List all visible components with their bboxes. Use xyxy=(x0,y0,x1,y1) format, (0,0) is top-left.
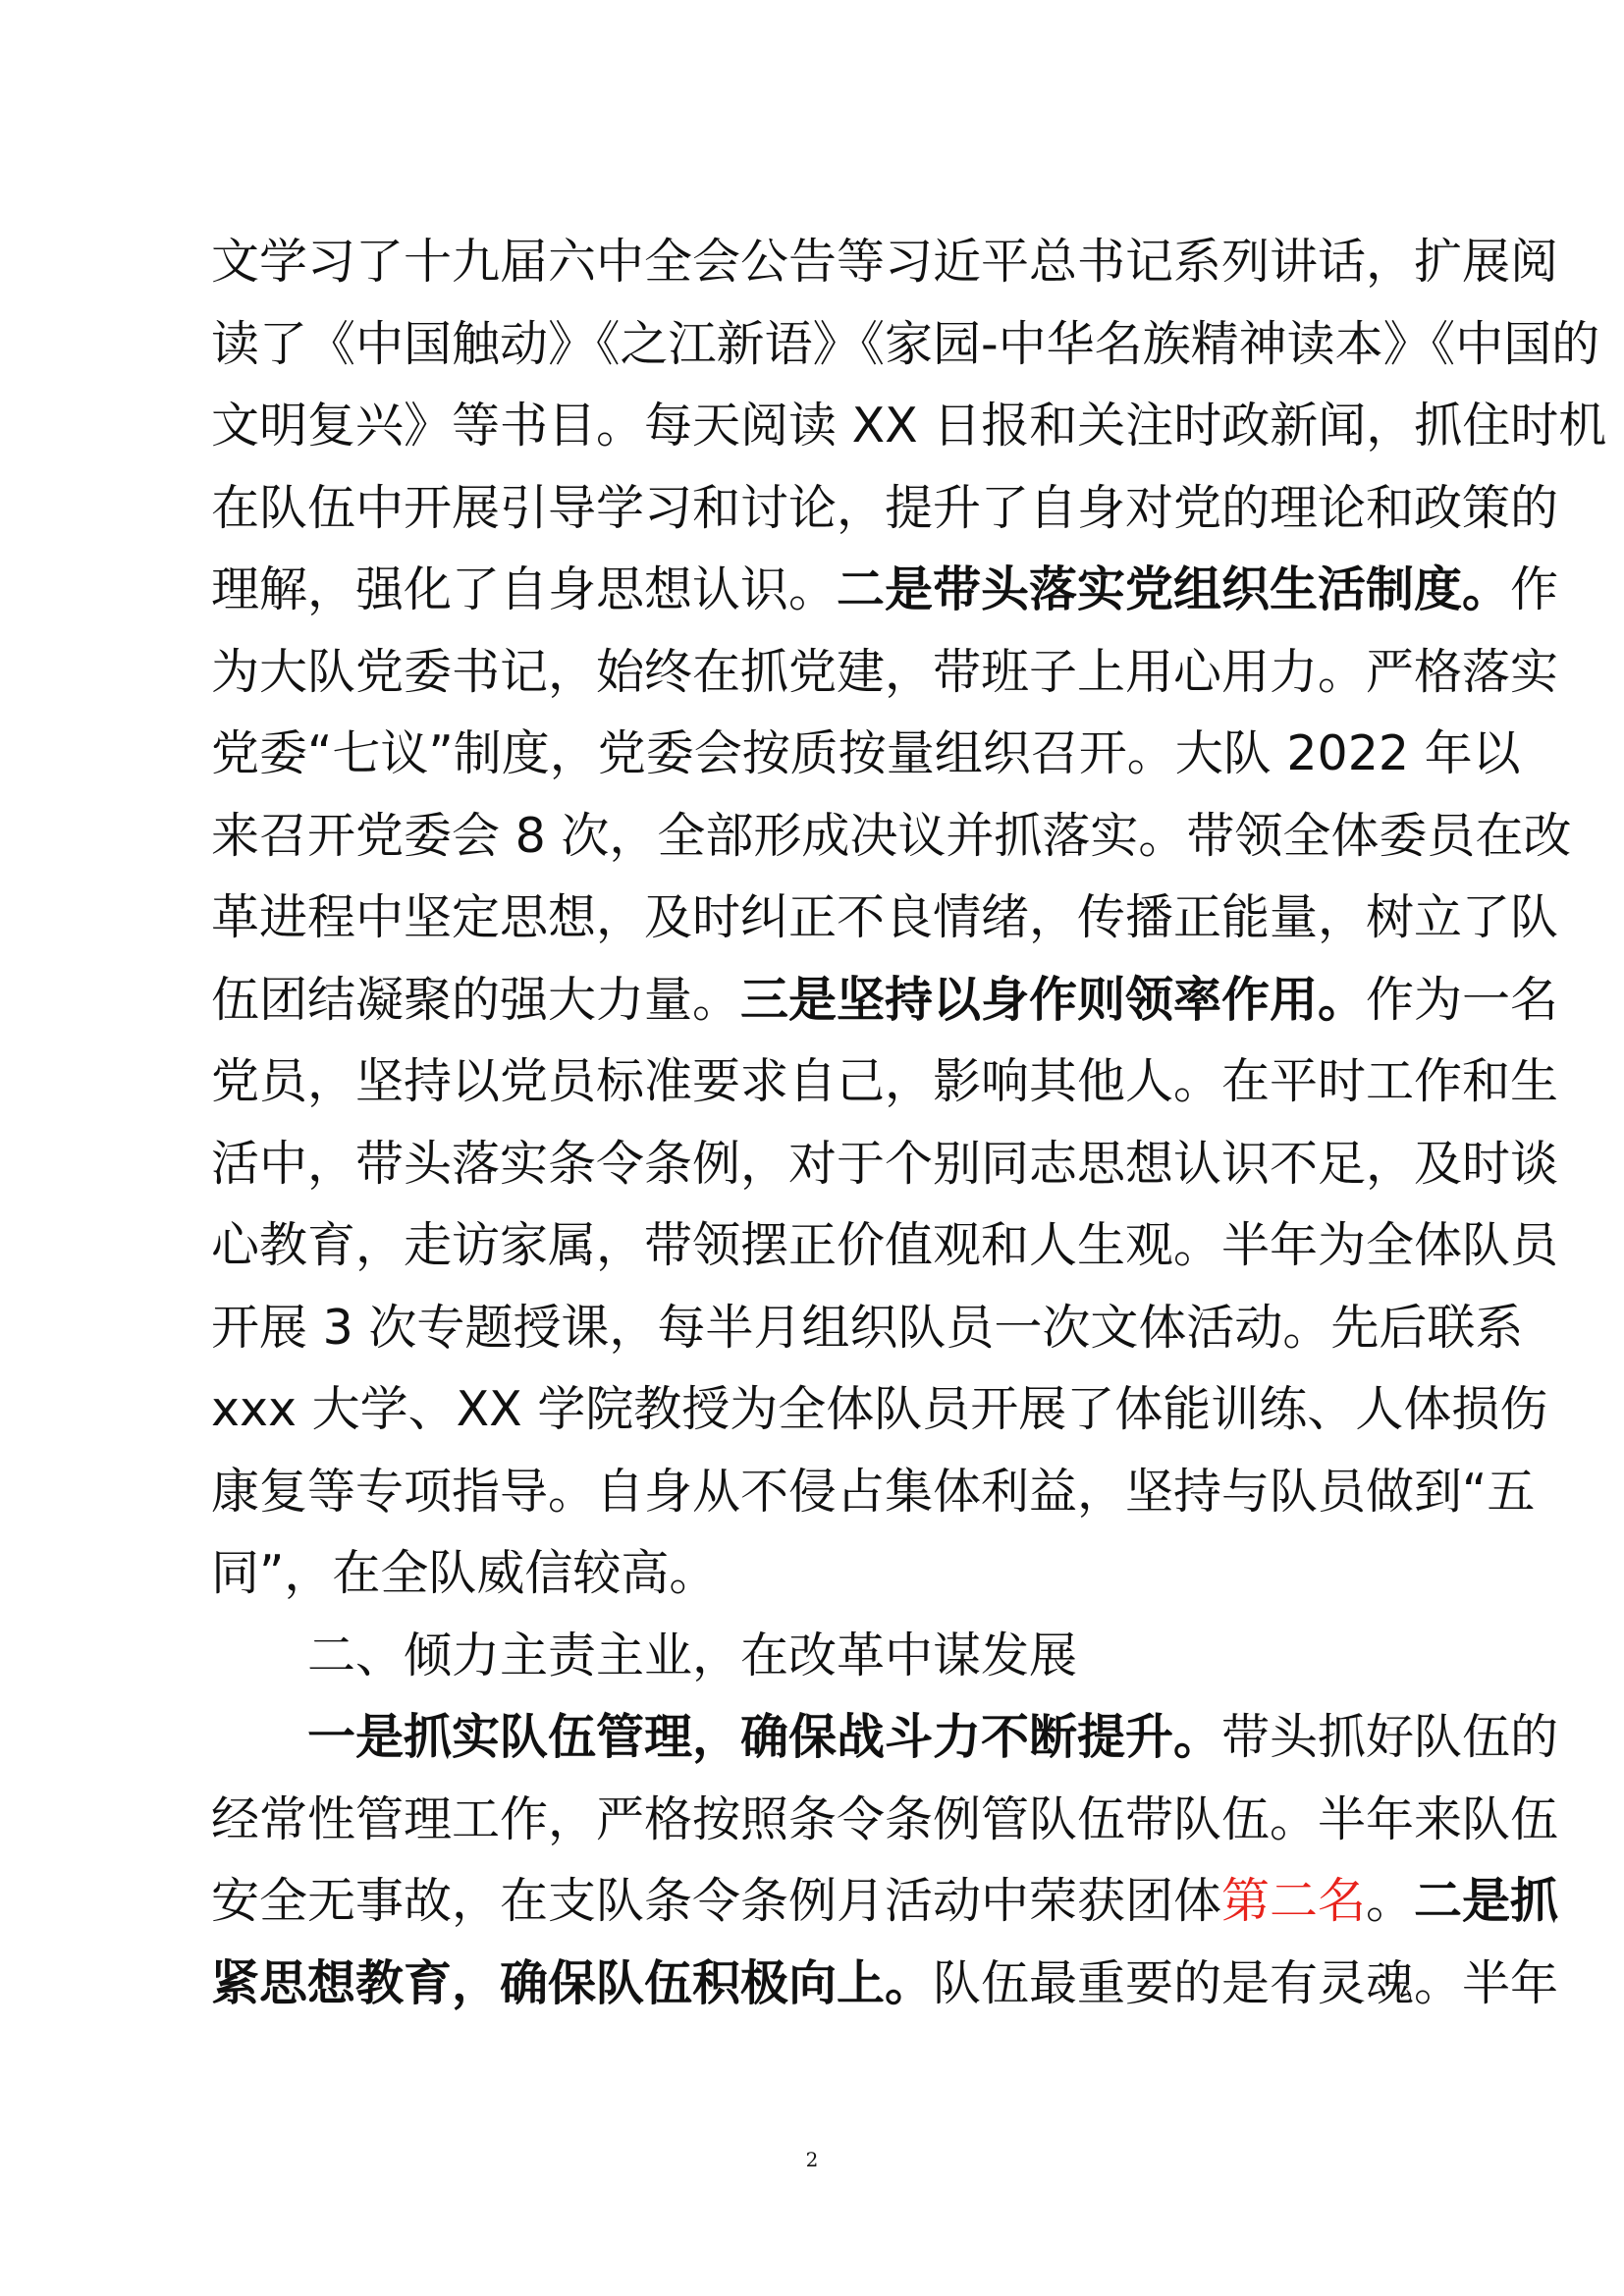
text-line xyxy=(211,1291,1524,1365)
text-segment: 安全无事故，在支队条令条例月活动中荣获团体 xyxy=(211,1873,1222,1929)
text-segment: 来召开党委会 8 次，全部形成决议并抓落实。带领全体委员在改 xyxy=(211,807,1572,864)
text-segment: 开展 3 次专题授课，每半月组织队员一次文体活动。先后联系 xyxy=(211,1299,1524,1356)
text-line xyxy=(211,1947,1559,2021)
text-segment: 在队伍中开展引导学习和讨论，提升了自身对党的理论和政策的 xyxy=(211,479,1559,536)
bold-text: 二是带头落实党组织生活制度。 xyxy=(837,561,1511,617)
bold-text: 三是坚持以身作则领率作用。 xyxy=(740,971,1367,1028)
text-segment: 伍团结凝聚的强大力量。 xyxy=(211,971,741,1028)
text-segment: 革进程中坚定思想，及时纠正不良情绪，传播正能量，树立了队 xyxy=(211,889,1559,945)
text-segment: 作为一名 xyxy=(1366,971,1559,1028)
text-segment: 理解，强化了自身思想认识。 xyxy=(211,561,838,617)
text-segment: 活中，带头落实条令条例，对于个别同志思想认识不足，及时谈 xyxy=(211,1135,1559,1192)
text-segment: 队伍最重要的是有灵魂。半年 xyxy=(933,1954,1559,2011)
text-segment: 经常性管理工作，严格按照条令条例管队伍带队伍。半年来队伍 xyxy=(211,1790,1559,1847)
text-line xyxy=(211,1864,1559,1939)
text-line xyxy=(211,963,1559,1038)
text-line xyxy=(211,635,1559,710)
page-number: 2 xyxy=(805,2148,819,2171)
text-segment: 同”，在全队威信较高。 xyxy=(211,1545,718,1601)
text-segment: 心教育，走访家属，带领摆正价值观和人生观。半年为全体队员 xyxy=(211,1217,1559,1273)
text-segment: 文学习了十九届六中全会公告等习近平总书记系列讲话，扩展阅 xyxy=(211,234,1559,290)
text-segment: 二、倾力主责主业，在改革中谋发展 xyxy=(307,1627,1078,1683)
text-line xyxy=(211,471,1559,546)
text-segment: 。 xyxy=(1366,1873,1415,1929)
text-segment: xxx 大学、XX 学院教授为全体队员开展了体能训练、人体损伤 xyxy=(211,1381,1548,1437)
text-line xyxy=(211,1208,1559,1283)
text-line xyxy=(211,553,1559,627)
text-segment: 为大队党委书记，始终在抓党建，带班子上用心用力。严格落实 xyxy=(211,643,1559,700)
text-segment: 带头抓好队伍的 xyxy=(1221,1709,1559,1765)
text-line xyxy=(211,881,1559,955)
text-line xyxy=(211,225,1559,299)
text-segment: 党员，坚持以党员标准要求自己，影响其他人。在平时工作和生 xyxy=(211,1053,1559,1109)
text-line xyxy=(211,717,1521,791)
text-line xyxy=(211,1044,1559,1119)
text-segment: 文明复兴》等书目。每天阅读 XX 日报和关注时政新闻，抓住时机 xyxy=(211,398,1607,454)
text-line xyxy=(211,1455,1536,1529)
text-segment: 作 xyxy=(1510,561,1559,617)
text-segment: 读了《中国触动》《之江新语》《家园-中华名族精神读本》《中国的 xyxy=(211,315,1600,372)
bold-text: 一是抓实队伍管理，确保战斗力不断提升。 xyxy=(307,1709,1222,1765)
bold-text: 紧思想教育，确保队伍积极向上。 xyxy=(211,1954,934,2011)
bold-text: 二是抓 xyxy=(1414,1873,1559,1929)
text-line xyxy=(211,1536,1424,1611)
text-line xyxy=(307,1619,1424,1693)
highlighted-text: 第二名 xyxy=(1221,1873,1367,1929)
text-line xyxy=(307,1700,1559,1775)
text-line xyxy=(211,389,1607,463)
text-line xyxy=(211,307,1600,382)
text-line xyxy=(211,1783,1559,1857)
text-segment: 康复等专项指导。自身从不侵占集体利益，坚持与队员做到“五 xyxy=(211,1463,1536,1520)
text-line xyxy=(211,1372,1548,1447)
text-line xyxy=(211,1127,1559,1201)
text-segment: 党委“七议”制度，党委会按质按量组织召开。大队 2022 年以 xyxy=(211,725,1521,781)
text-line xyxy=(211,799,1572,874)
